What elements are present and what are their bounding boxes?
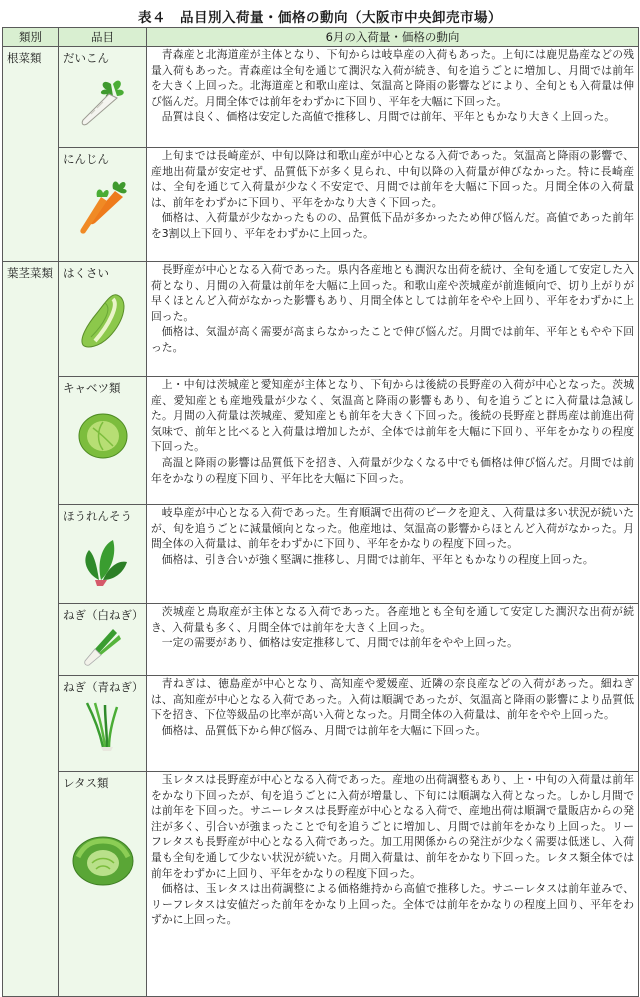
item-cell (59, 505, 147, 604)
cabbage-icon (73, 406, 133, 462)
trend-paragraph: 玉レタスは長野産が中心となる入荷であった。産地の出荷調整もあり、上・中旬の入荷量は前年をかなり下回ったが、旬を追うごとに入荷が増量し、下旬には順調な入荷となった。しかし月間では前年を下回った。サニーレタスは長野産が中心となる入荷で、産地出荷は順調で量販店からの発注が多く、引合いが強まったことで旬を追うごとに増加し、月間では前年をかなり上回った。リーフレタスも長野産が中心となる入荷であった。加工用関係からの発注が少なく需要は低迷し、入荷量も全旬を通して少ない状況が続いた。月間入荷量は、前年をかなり下回った。レタス類全体では前年をわずかに上回り、平年をかなりの程度下回った。 (151, 773, 634, 880)
trend-paragraph: 高温と降雨の影響は品質低下を招き、入荷量が少なくなる中でも価格は伸び悩んだ。月間では前年をかなりの程度下回り、平年比を大幅に下回った。 (151, 455, 634, 485)
item-cell (59, 772, 147, 997)
trend-cell (147, 47, 639, 148)
trend-cell (147, 148, 639, 262)
item-cell (59, 604, 147, 676)
item-cell (59, 148, 147, 262)
trend-paragraph: 品質は良く、価格は安定した高値で推移し、月間では前年、平年ともかなり大きく上回った。 (161, 110, 616, 124)
trend-paragraph: 青森産と北海道産が主体となり、下旬からは岐阜産の入荷もあった。上旬には鹿児島産などの残量入荷もあった。青森産は全旬を通じて潤沢な入荷が続き、旬を追うごとに増加し、月間では前年を大きく上回った。北海道産と和歌山産は、気温高と降雨の影響などにより、全旬とも入荷量は伸び悩んだ。月間全体では前年をわずかに下回り、平年を大幅に下回った。 (151, 48, 634, 108)
trend-cell (147, 604, 639, 676)
item-label: ねぎ（青ねぎ） (63, 680, 144, 694)
trend-cell (147, 772, 639, 997)
item-cell (59, 377, 147, 505)
category-root: 根菜類 (3, 47, 59, 262)
item-cell (59, 47, 147, 148)
header-category: 類別 (3, 28, 59, 47)
header-row (3, 28, 639, 47)
trend-paragraph: 岐阜産が中心となる入荷であった。生育順調で出荷のピークを迎え、入荷量は多い状況が続いたが、旬を追うごとに減量傾向となった。他産地は、気温高の影響からほとんど入荷がなかった。月間全体の入荷量は、前年をわずかに下回り、平年をかなりの程度下回った。 (151, 506, 634, 551)
table-row (3, 772, 639, 997)
trend-paragraph: 価格は、玉レタスは出荷調整による価格維持から高値で推移した。サニーレタスは前年並みで、リーフレタスは安値だった前年をかなり上回った。全体では前年をかなりの程度上回り、平年をわずかに上回った。 (151, 882, 634, 927)
trend-paragraph: 一定の需要があり、価格は安定推移して、月間では前年をやや上回った。 (161, 636, 518, 650)
table-row (3, 148, 639, 262)
item-label: ねぎ（白ねぎ） (63, 608, 144, 622)
page-title (0, 6, 640, 26)
table-title: 品目別入荷量・価格の動向（大阪市中央卸売市場） (180, 10, 502, 26)
item-label: レタス類 (63, 776, 109, 790)
trend-paragraph: 上旬までは長崎産が、中旬以降は和歌山産が中心となる入荷であった。気温高と降雨の影響で、産地出荷量が安定せず、品質低下が多く見られ、中旬以降の入荷量が伸びなかった。特に長崎産は、全旬を通じて入荷量が少なく不安定で、月間では前年を大幅に下回った。月間全体の入荷量は、前年をわずかに下回り、平年をかなり大きく下回った。 (151, 149, 634, 209)
white-leek-icon (83, 627, 123, 667)
trend-paragraph: 価格は、引き合いが強く堅調に推移し、月間では前年、平年ともかなりの程度上回った。 (161, 552, 594, 566)
table-row (3, 505, 639, 604)
table-row (3, 604, 639, 676)
produce-trend-table (2, 27, 639, 997)
trend-paragraph: 価格は、品質低下から伸び悩み、月間では前年を大幅に下回った。 (161, 723, 487, 737)
trend-paragraph: 青ねぎは、徳島産が中心となり、高知産や愛媛産、近隣の奈良産などの入荷があった。細ねぎは、高知産が中心となる入荷であった。入荷は順調であったが、気温高と降雨の影響により品質低下を招き、下位等級品の比率が高い入荷となった。月間全体の入荷量は、前年をやや上回った。 (151, 677, 634, 722)
table-row (3, 262, 639, 377)
item-cell (59, 262, 147, 377)
header-trend: 6月の入荷量・価格の動向 (147, 28, 639, 47)
carrot-icon (73, 177, 133, 237)
header-item: 品目 (59, 28, 147, 47)
trend-paragraph: 茨城産と鳥取産が主体となる入荷であった。各産地とも全旬を通して安定した潤沢な出荷が続き、入荷量も多く、月間全体では前年を大きく上回った。 (151, 605, 634, 634)
trend-paragraph: 価格は、入荷量が少なかったものの、品質低下品が多かったため伸び悩んだ。高値であった前年を3割以上下回り、平年をわずかに上回った。 (151, 211, 634, 240)
trend-cell (147, 262, 639, 377)
daikon-icon (73, 76, 133, 128)
trend-cell (147, 377, 639, 505)
lettuce-icon (70, 827, 136, 887)
table-row (3, 47, 639, 148)
table-row (3, 676, 639, 772)
trend-paragraph: 長野産が中心となる入荷であった。県内各産地とも潤沢な出荷を続け、全旬を通して安定した入荷となり、月間の入荷量は前年を大幅に上回った。和歌山産や茨城産が前進傾向で、切り上がりが早くほとんど入荷がなかった影響もあり、月間全体としては前年をやや上回り、平年をわずかに上回った。 (151, 263, 634, 323)
trend-paragraph: 上・中旬は茨城産と愛知産が主体となり、下旬からは後続の長野産の入荷が中心となった。茨城産、愛知産とも産地残量が少なく、気温高と降雨の影響もあり、旬を追うごとに入荷量は急減した。月間の入荷量は茨城産、愛知産とも前年を大きく下回った。後続の長野産と群馬産は前進出荷気味で、前年と比べると入荷量は増加したが、全体では前年を大幅に下回り、平年をかなりの程度下回った。 (151, 378, 634, 454)
trend-cell (147, 505, 639, 604)
green-onion-icon (81, 701, 125, 751)
table-row (3, 377, 639, 505)
napa-cabbage-icon (73, 291, 133, 351)
item-cell (59, 676, 147, 772)
item-label: キャベツ類 (63, 381, 121, 395)
item-label: はくさい (63, 266, 109, 280)
table-number: 表４ (138, 10, 166, 26)
spinach-icon (73, 534, 133, 588)
category-leaf: 葉茎菜類 (3, 262, 59, 997)
trend-cell (147, 676, 639, 772)
item-label: だいこん (63, 51, 109, 65)
item-label: にんじん (63, 152, 109, 166)
trend-paragraph: 価格は、気温が高く需要が高まらなかったことで伸び悩んだ。月間では前年、平年ともやや下回った。 (151, 325, 634, 354)
item-label: ほうれんそう (63, 509, 132, 523)
